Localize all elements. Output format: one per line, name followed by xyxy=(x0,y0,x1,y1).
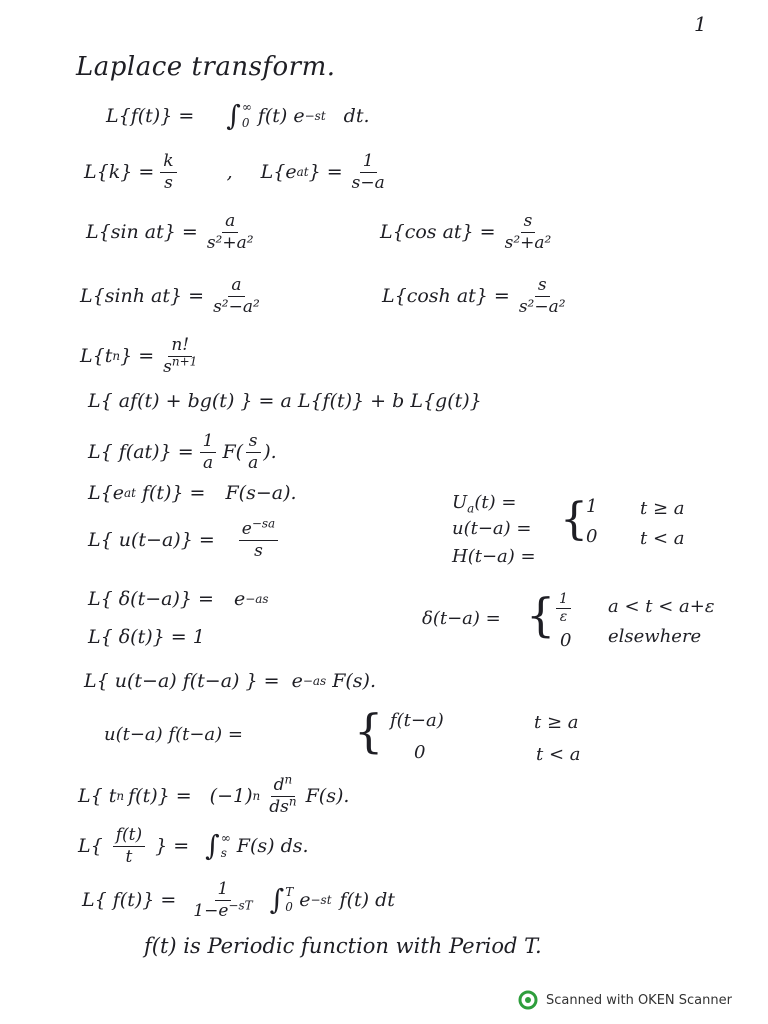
scale-den: a xyxy=(202,452,214,473)
mult-sign: (−1) xyxy=(209,785,253,808)
mult-tail: F(s). xyxy=(305,785,350,808)
tn-den: s xyxy=(163,356,172,377)
div-lhs-open: L{ xyxy=(78,835,103,858)
sinh-line xyxy=(80,276,269,316)
sin-lhs: L{sin at} = xyxy=(86,221,198,244)
step-num: e xyxy=(241,519,252,539)
step-case-1-val: 1 xyxy=(586,496,598,517)
constant-line: L{k} = $\frac{k}{s}$ , L{e at } = $\frac{1}{s-a}$ xyxy=(84,152,394,192)
step-def-2: u(t−a) = xyxy=(452,518,532,539)
cos-num: s xyxy=(521,212,536,233)
tn-den-exp: n+1 xyxy=(171,354,198,369)
cos-lhs: L{cos at} = xyxy=(380,221,496,244)
delta-line: L{ δ(t)} = 1 xyxy=(88,626,205,648)
period-num: 1 xyxy=(215,880,232,901)
eat-den: s−a xyxy=(351,172,385,193)
step-den: s xyxy=(254,540,263,561)
step-case-1-cond: t ≥ a xyxy=(640,498,685,519)
delta-case-2-cond: elsewhere xyxy=(608,626,702,647)
step-def-1: U xyxy=(452,492,468,513)
left-brace: { xyxy=(526,588,556,642)
eat-num: 1 xyxy=(360,152,377,173)
scale-end: ). xyxy=(263,441,277,464)
div-lim-upper: ∞ xyxy=(220,830,231,845)
delta-a-lhs: L{ δ(t−a)} = xyxy=(88,588,214,610)
cosh-lhs: L{cosh at} = xyxy=(382,285,510,308)
k-lhs: L{k} = xyxy=(84,161,155,184)
div-lim-lower: s xyxy=(220,846,227,861)
period-den: 1−e xyxy=(193,900,229,921)
scale-in-den: a xyxy=(248,452,259,473)
shift-mid: f(t)} = xyxy=(141,482,206,504)
delta-def: δ(t−a) = xyxy=(422,608,501,629)
sinh-den: s²−a² xyxy=(213,296,260,317)
delta-case-2-val: 0 xyxy=(560,630,572,651)
left-brace: { xyxy=(560,494,588,545)
divide-line xyxy=(78,826,309,866)
period-lim-lower: 0 xyxy=(285,900,293,915)
def-rhs: f(t) e xyxy=(257,104,305,127)
cosh-num: s xyxy=(535,276,550,297)
definition-line: L{f(t)} = ∫ ∞ 0 f(t) e −st dt. xyxy=(106,98,370,132)
integral: ∫ ∞ 0 xyxy=(226,98,252,132)
page-number: 1 xyxy=(694,12,707,36)
page-title: Laplace transform. xyxy=(76,52,336,82)
shift-lhs: L{e xyxy=(88,482,124,504)
step-definition xyxy=(452,492,722,570)
step-def-1-sub: a xyxy=(467,501,475,516)
delta-case-1-num: 1 xyxy=(556,592,571,609)
piece-case-2-val: 0 xyxy=(414,742,426,763)
piecewise-definition xyxy=(104,704,624,770)
second-shift-line: L{ u(t−a) f(t−a) } = e −as F(s). xyxy=(84,670,376,692)
period-tail: f(t) dt xyxy=(339,889,395,912)
mult-den: ds xyxy=(269,796,289,817)
delta-definition xyxy=(422,588,732,652)
step-lhs: L{ u(t−a)} = xyxy=(88,529,215,552)
sin-den: s²+a² xyxy=(206,232,254,253)
cos-line xyxy=(380,212,560,252)
cosh-line xyxy=(382,276,575,316)
delta-case-1-den: ε xyxy=(559,609,568,626)
def-lhs: L{f(t)} = xyxy=(106,104,195,127)
eat-lhs: L{e xyxy=(260,161,297,184)
cosh-den: s²−a² xyxy=(518,296,566,317)
def-tail: dt. xyxy=(343,104,370,127)
watermark-text: Scanned with OKEN Scanner xyxy=(546,992,732,1008)
sinh-lhs: L{sinh at} = xyxy=(80,285,205,308)
integral: ∫ T 0 xyxy=(269,883,294,917)
sin-line xyxy=(86,212,263,252)
cos-den: s²+a² xyxy=(504,232,552,253)
mult-mid: f(t)} = xyxy=(128,785,192,808)
piece-case-1-cond: t ≥ a xyxy=(534,712,579,733)
mult-den-exp: n xyxy=(288,794,297,809)
piece-case-1-val: f(t−a) xyxy=(390,710,444,731)
k-den: s xyxy=(164,172,173,193)
scaling-line xyxy=(88,432,277,472)
piece-lhs: u(t−a) f(t−a) = xyxy=(104,724,243,745)
oken-logo-icon xyxy=(518,990,538,1010)
tn-num: n! xyxy=(168,336,192,357)
period-den-exp: −sT xyxy=(228,898,253,913)
step-case-2-cond: t < a xyxy=(640,528,685,549)
shift-rhs: F(s−a). xyxy=(225,482,297,504)
eat-mid: } = xyxy=(308,161,343,184)
period-int: e xyxy=(299,889,311,912)
integral: ∫ ∞ s xyxy=(205,829,231,863)
scale-in-num: s xyxy=(246,432,261,453)
comma: , xyxy=(226,161,233,184)
div-num: f(t) xyxy=(113,826,145,847)
step-case-2-val: 0 xyxy=(586,526,598,547)
tn-mid: } = xyxy=(120,345,155,368)
int-upper: ∞ xyxy=(241,100,252,114)
scale-rhs: F( xyxy=(222,441,244,464)
step-def-3: H(t−a) = xyxy=(452,546,536,567)
div-tail: F(s) ds. xyxy=(236,835,309,858)
delta-case-1-cond: a < t < a+ε xyxy=(608,596,715,617)
scale-lhs: L{ f(at)} = xyxy=(88,441,194,464)
tn-lhs: L{t xyxy=(80,345,113,368)
delta-a-line: L{ δ(t−a)} = e −as xyxy=(88,588,269,610)
period-lim-upper: T xyxy=(285,884,294,899)
second-shift-tail: F(s). xyxy=(332,670,376,692)
shift-line: L{e at f(t)} = F(s−a). xyxy=(88,482,297,504)
step-num-exp: −sa xyxy=(251,516,276,531)
k-num: k xyxy=(160,152,176,173)
left-brace: { xyxy=(354,704,384,758)
periodic-note: f(t) is Periodic function with Period T. xyxy=(144,934,542,958)
second-shift-rhs: e xyxy=(291,670,303,692)
step-def-1-tail: (t) = xyxy=(474,492,517,513)
div-close: } = xyxy=(155,835,190,858)
linearity-line: L{ af(t) + bg(t) } = a L{f(t)} + b L{g(t)} xyxy=(88,390,482,412)
scanner-watermark xyxy=(518,990,732,1010)
int-lower: 0 xyxy=(241,115,250,130)
step-line xyxy=(88,516,284,561)
sin-num: a xyxy=(222,212,238,233)
mult-num-exp: n xyxy=(284,772,293,787)
second-shift-lhs: L{ u(t−a) f(t−a) } = xyxy=(84,670,280,692)
scale-num: 1 xyxy=(200,432,217,453)
piece-case-2-cond: t < a xyxy=(536,744,581,765)
multiply-line: L{ t n f(t)} = (−1) n $\frac{d^n}{ds^n}$ F(s). xyxy=(78,772,350,817)
mult-lhs: L{ t xyxy=(78,785,117,808)
tn-line: L{t n } = $\frac{n!}{s^{n+1}}$ xyxy=(80,335,198,377)
sinh-num: a xyxy=(228,276,244,297)
mult-num: d xyxy=(273,775,285,795)
div-den: t xyxy=(125,846,133,867)
period-lhs: L{ f(t)} = xyxy=(82,889,177,912)
periodic-line: L{ f(t)} = $\frac{1}{1-e^{-sT}}$ ∫ T 0 e −st f(t) dt xyxy=(82,879,395,921)
delta-a-rhs: e xyxy=(233,588,246,610)
